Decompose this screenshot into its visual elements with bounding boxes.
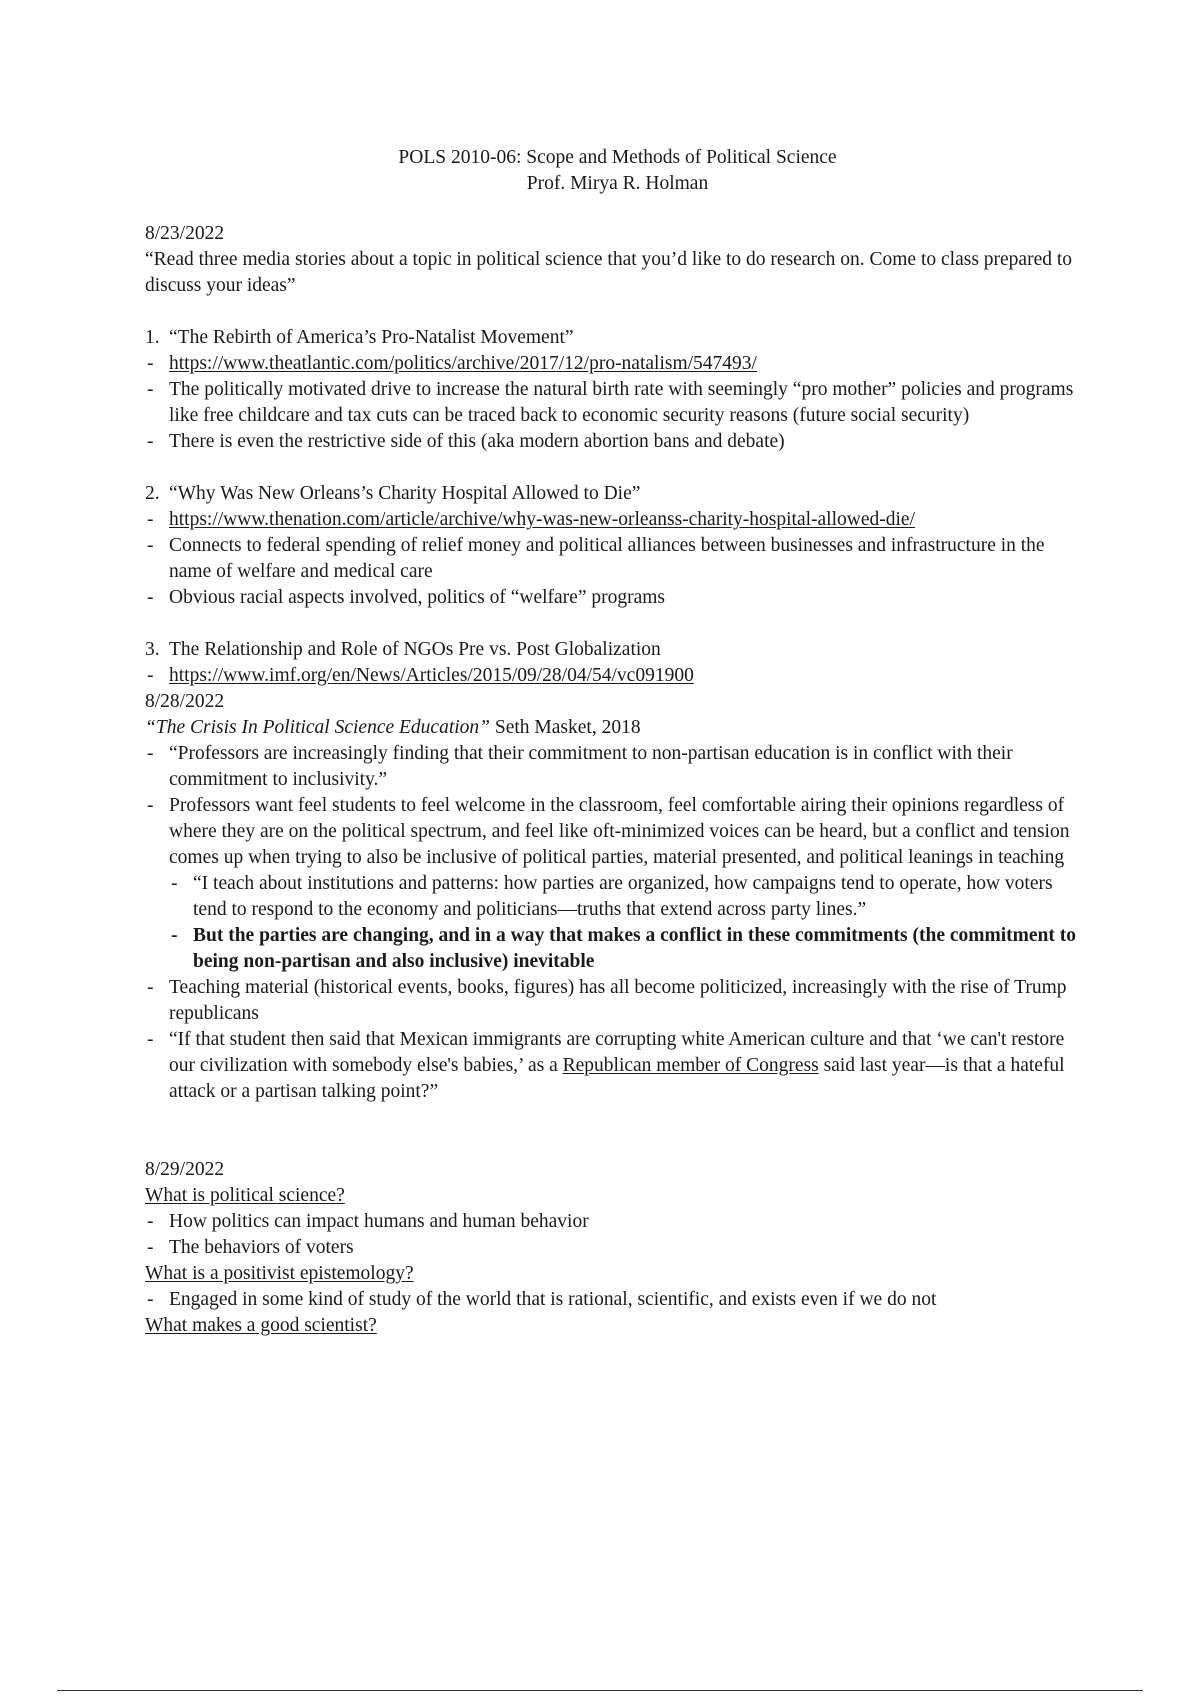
story-title: “The Rebirth of America’s Pro-Natalist Movement” [169, 327, 574, 348]
list-item-bold: - But the parties are changing, and in a way that makes a conflict in these commitments (the commitment to being non-partisan and also inclusive) inevitable [169, 923, 1090, 975]
list-item: - The behaviors of voters [145, 1235, 1090, 1261]
story-title-row [145, 637, 1090, 663]
list-item [145, 793, 1090, 975]
reading-source [145, 715, 1090, 741]
story-notes [145, 507, 1090, 611]
document-header [145, 145, 1090, 197]
list-item: - The politically motivated drive to increase the natural birth rate with seemingly “pro mother” policies and programs like free childcare and tax cuts can be traced back to economic security reasons (future social security) [145, 377, 1090, 429]
list-item [145, 351, 1090, 377]
list-item [145, 507, 1090, 533]
congress-link[interactable]: Republican member of Congress [562, 1055, 819, 1076]
list-item: - Teaching material (historical events, books, figures) has all become politicized, increasingly with the rise of Trump republicans [145, 975, 1090, 1027]
quote-part: “If that student then said that Mexican immigrants are corrupting white American culture and that ‘we can't restore our civilization with somebody else's babies,’ as a [169, 1029, 1065, 1076]
story-title: The Relationship and Role of NGOs Pre vs. Post Globalization [169, 639, 661, 660]
entry-2022-08-23 [145, 221, 1090, 689]
story-number: 2. [145, 483, 160, 504]
question-heading: What is a positivist epistemology? [145, 1263, 414, 1284]
story-number: 1. [145, 327, 160, 348]
document-page [145, 145, 1090, 1339]
media-story-2 [145, 481, 1090, 611]
entry-2022-08-29 [145, 1157, 1090, 1339]
entry-date: 8/28/2022 [145, 691, 225, 712]
professor-name: Prof. Mirya R. Holman [526, 173, 709, 194]
reading-title: “The Crisis In Political Science Education” [145, 717, 491, 738]
assignment-prompt: “Read three media stories about a topic in political science that you’d like to do research on. Come to class prepared to discuss your ideas” [145, 249, 1073, 296]
story-notes [145, 351, 1090, 455]
list-item [145, 663, 1090, 689]
list-item: - Engaged in some kind of study of the world that is rational, scientific, and exists even if we do not [145, 1287, 1090, 1313]
page-footer-rule [57, 1690, 1143, 1691]
question-heading: What is political science? [145, 1185, 345, 1206]
entry-date: 8/29/2022 [145, 1159, 225, 1180]
story-title-row [145, 481, 1090, 507]
sub-notes [169, 871, 1090, 975]
note-text: Professors want feel students to feel welcome in the classroom, feel comfortable airing their opinions regardless of where they are on the political spectrum, and feel like oft-minimized voices can be heard, but a conflict and tension comes up when trying to also be inclusive of political parties, material presented, and political leanings in teaching [169, 795, 1070, 868]
story-number: 3. [145, 639, 160, 660]
quote-part: said last year—is that a hateful attack or a partisan talking point?” [169, 1055, 1065, 1102]
story-notes [145, 663, 1090, 689]
list-item: - “Professors are increasingly finding that their commitment to non-partisan education is in conflict with their commitment to inclusivity.” [145, 741, 1090, 793]
list-item: - How politics can impact humans and human behavior [145, 1209, 1090, 1235]
question-heading: What makes a good scientist? [145, 1315, 377, 1336]
story-link[interactable]: https://www.imf.org/en/News/Articles/2015/09/28/04/54/vc091900 [169, 665, 694, 686]
course-title: POLS 2010-06: Scope and Methods of Political Science [398, 147, 837, 168]
entry-date: 8/23/2022 [145, 223, 225, 244]
list-item: - There is even the restrictive side of this (aka modern abortion bans and debate) [145, 429, 1090, 455]
question-notes [145, 1209, 1090, 1261]
story-link[interactable]: https://www.theatlantic.com/politics/archive/2017/12/pro-natalism/547493/ [169, 353, 757, 374]
reading-notes [145, 741, 1090, 1105]
story-title-row [145, 325, 1090, 351]
story-link[interactable]: https://www.thenation.com/article/archive/why-was-new-orleanss-charity-hospital-allowed-die/ [169, 509, 915, 530]
entry-2022-08-28 [145, 689, 1090, 1105]
media-story-1 [145, 325, 1090, 455]
story-title: “Why Was New Orleans’s Charity Hospital Allowed to Die” [169, 483, 641, 504]
list-item [145, 1027, 1090, 1105]
list-item: - Connects to federal spending of relief money and political alliances between businesses and infrastructure in the name of welfare and medical care [145, 533, 1090, 585]
question-notes [145, 1287, 1090, 1313]
list-item: - Obvious racial aspects involved, politics of “welfare” programs [145, 585, 1090, 611]
media-story-3 [145, 637, 1090, 689]
reading-author: Seth Masket, 2018 [490, 717, 641, 738]
list-item: - “I teach about institutions and patterns: how parties are organized, how campaigns tend to operate, how voters tend to respond to the economy and politicians—truths that extend across party lines.” [169, 871, 1090, 923]
